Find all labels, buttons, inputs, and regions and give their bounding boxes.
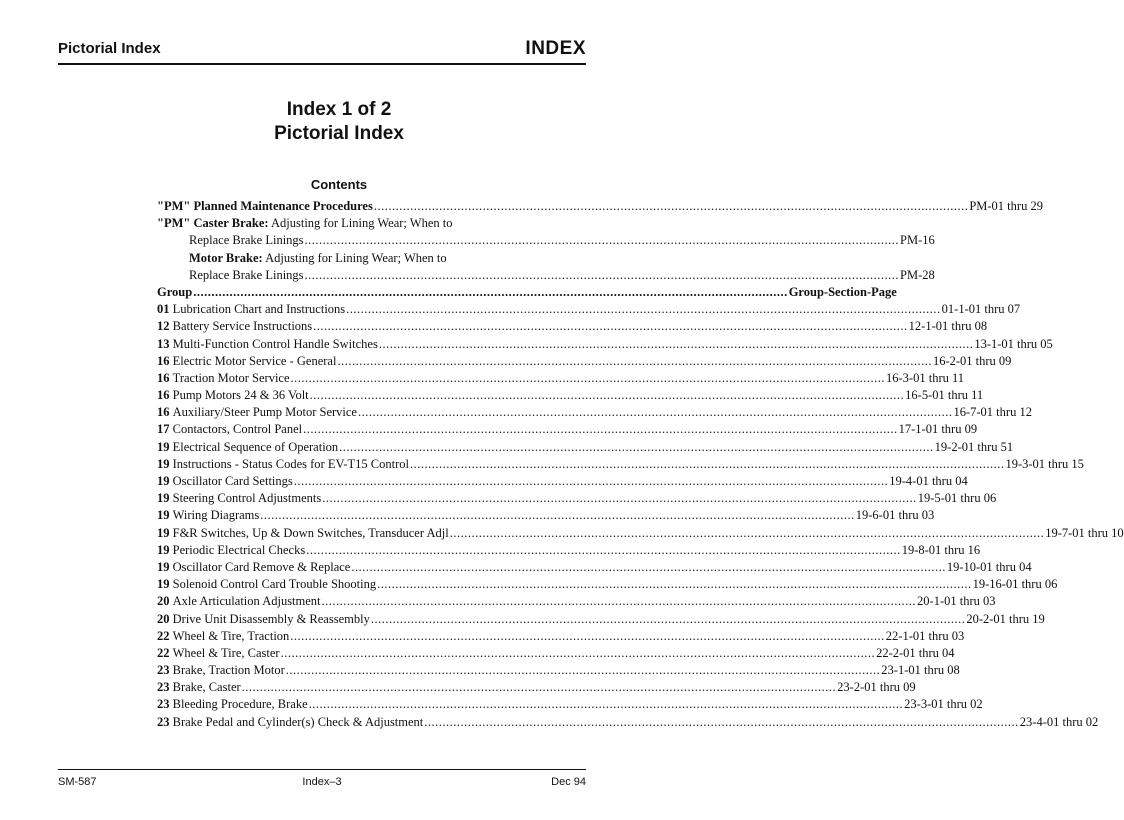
- leader-dots: [303, 421, 898, 438]
- entry-page-range: 16-7-01 thru 12: [953, 405, 1032, 420]
- leader-dots: [291, 370, 886, 387]
- entry-title: Traction Motor Service: [172, 370, 290, 385]
- toc-entry-row[interactable]: [157, 473, 968, 490]
- leader-dots: [193, 284, 788, 301]
- leader-dots: [371, 611, 966, 628]
- toc-entry-row[interactable]: [157, 542, 981, 559]
- toc-entry-row[interactable]: [157, 353, 1012, 370]
- toc-page: PM-16: [900, 233, 935, 248]
- group-number: 19: [157, 491, 170, 506]
- leader-dots: [281, 645, 876, 662]
- entry-title: Solenoid Control Card Trouble Shooting: [172, 577, 377, 592]
- entry-title: Contactors, Control Panel: [172, 422, 303, 437]
- entry-title: Brake Pedal and Cylinder(s) Check & Adjustment: [172, 714, 424, 729]
- group-header-label: Group: [157, 284, 193, 299]
- entry-page-range: 12-1-01 thru 08: [908, 319, 988, 334]
- leader-dots: [339, 439, 934, 456]
- leader-dots: [424, 714, 1019, 731]
- group-number: 12: [157, 319, 170, 334]
- toc-entry-row[interactable]: [157, 662, 960, 679]
- entry-title: Lubrication Chart and Instructions: [172, 302, 346, 317]
- toc-label: "PM" Planned Maintenance Procedures: [157, 199, 373, 213]
- page-header: [58, 38, 586, 64]
- group-number: 01: [157, 302, 170, 317]
- leader-dots: [305, 232, 900, 249]
- entry-page-range: 22-1-01 thru 03: [885, 628, 965, 643]
- group-number: 20: [157, 611, 170, 626]
- group-number: 23: [157, 714, 170, 729]
- leader-dots: [450, 525, 1045, 542]
- toc-entry-row[interactable]: [157, 628, 965, 645]
- entry-title: Periodic Electrical Checks: [172, 542, 306, 557]
- group-number: 16: [157, 370, 170, 385]
- index-tab-label: INDEX: [525, 38, 586, 59]
- group-number: 19: [157, 559, 170, 574]
- group-number: 16: [157, 353, 170, 368]
- leader-dots: [305, 267, 900, 284]
- page-number: Index–3: [302, 776, 342, 788]
- toc-group-header: [157, 284, 897, 301]
- toc-page: PM-01 thru 29: [969, 199, 1043, 213]
- title-line-1: Index 1 of 2: [286, 99, 392, 120]
- entry-title: Brake, Caster: [172, 680, 241, 695]
- leader-dots: [358, 404, 953, 421]
- contents-heading: Contents: [310, 177, 368, 192]
- toc-entry-row[interactable]: [157, 714, 1099, 731]
- entry-page-range: 19-3-01 thru 15: [1005, 456, 1084, 471]
- entry-title: Electrical Sequence of Operation: [172, 439, 339, 454]
- toc-entry-list: [157, 301, 1124, 731]
- entry-title: Battery Service Instructions: [172, 319, 313, 334]
- entry-page-range: 19-5-01 thru 06: [917, 491, 997, 506]
- entry-page-range: 20-2-01 thru 19: [966, 611, 1045, 626]
- leader-dots: [322, 490, 917, 507]
- toc-label-bold: "PM" Caster Brake:: [157, 216, 269, 231]
- toc-entry-row[interactable]: [157, 576, 1058, 593]
- entry-page-range: 19-7-01 thru 10: [1045, 525, 1124, 540]
- leader-dots: [286, 662, 881, 679]
- leader-dots: [310, 387, 905, 404]
- leader-dots: [306, 542, 901, 559]
- group-number: 16: [157, 388, 170, 403]
- entry-page-range: 17-1-01 thru 09: [898, 422, 978, 437]
- toc-label: Replace Brake Linings: [189, 267, 304, 282]
- leader-dots: [374, 198, 969, 215]
- leader-dots: [313, 318, 908, 335]
- toc-entry-row[interactable]: [157, 318, 988, 335]
- toc-entry-row[interactable]: [157, 301, 1021, 318]
- group-number: 19: [157, 542, 170, 557]
- toc-entry-row[interactable]: [157, 387, 984, 404]
- toc-entry-row[interactable]: [157, 439, 1014, 456]
- toc-entry-row[interactable]: [157, 370, 965, 387]
- manual-number: SM-587: [58, 776, 97, 788]
- group-number: 19: [157, 456, 170, 471]
- entry-page-range: 01-1-01 thru 07: [941, 302, 1021, 317]
- toc-entry-row[interactable]: [157, 456, 1084, 473]
- entry-page-range: 22-2-01 thru 04: [876, 645, 955, 660]
- leader-dots: [379, 336, 974, 353]
- entry-title: Drive Unit Disassembly & Reassembly: [172, 611, 370, 626]
- toc-label-text: Adjusting for Lining Wear; When to: [265, 250, 447, 265]
- group-number: 23: [157, 680, 170, 695]
- entry-page-range: 23-2-01 thru 09: [837, 680, 916, 695]
- group-number: 23: [157, 697, 170, 712]
- toc-label: [157, 215, 452, 232]
- toc-entry-row[interactable]: [157, 645, 955, 662]
- entry-title: Steering Control Adjustments: [172, 491, 322, 506]
- toc-entry-row[interactable]: [157, 490, 997, 507]
- entry-page-range: 16-2-01 thru 09: [932, 353, 1012, 368]
- toc-row-pm-caster[interactable]: [157, 215, 523, 232]
- footer-rule: [58, 769, 586, 770]
- toc-label-text: Adjusting for Lining Wear; When to: [270, 216, 453, 231]
- entry-page-range: 19-16-01 thru 06: [972, 577, 1058, 592]
- entry-page-range: 13-1-01 thru 05: [974, 336, 1053, 351]
- entry-page-range: 23-1-01 thru 08: [881, 663, 960, 678]
- entry-page-range: 23-4-01 thru 02: [1019, 714, 1099, 729]
- leader-dots: [260, 507, 855, 524]
- entry-title: Oscillator Card Remove & Replace: [172, 559, 351, 574]
- toc-row-pm-motor-cont[interactable]: [157, 267, 935, 284]
- toc-label: Replace Brake Linings: [189, 233, 304, 248]
- entry-title: Oscillator Card Settings: [172, 474, 293, 488]
- leader-dots: [377, 576, 972, 593]
- section-title: Pictorial Index: [58, 40, 161, 57]
- toc-row-pm-caster-cont[interactable]: [157, 232, 935, 249]
- entry-title: Wiring Diagrams: [172, 508, 260, 523]
- entry-page-range: 19-2-01 thru 51: [934, 439, 1014, 454]
- toc-entry-row[interactable]: [157, 507, 935, 524]
- entry-page-range: 23-3-01 thru 02: [904, 697, 983, 712]
- toc-row-pm-planned[interactable]: [157, 198, 1043, 215]
- group-number: 16: [157, 405, 170, 420]
- leader-dots: [346, 301, 941, 318]
- group-number: 19: [157, 525, 170, 540]
- title-line-2: Pictorial Index: [274, 123, 404, 144]
- group-number: 19: [157, 508, 170, 523]
- entry-page-range: 19-10-01 thru 04: [946, 559, 1032, 574]
- group-number: 22: [157, 645, 170, 660]
- page-footer: [58, 776, 586, 792]
- group-number: 22: [157, 628, 170, 643]
- entry-page-range: 19-4-01 thru 04: [889, 474, 968, 488]
- toc-entry-row[interactable]: [157, 696, 983, 713]
- entry-title: Brake, Traction Motor: [172, 663, 285, 678]
- leader-dots: [294, 473, 889, 490]
- group-number: 23: [157, 663, 170, 678]
- entry-title: Axle Articulation Adjustment: [172, 594, 321, 609]
- toc-entry-row[interactable]: [157, 404, 1032, 421]
- entry-title: Bleeding Procedure, Brake: [172, 697, 308, 712]
- header-rule: [58, 63, 586, 65]
- entry-title: F&R Switches, Up & Down Switches, Transducer Adjl: [172, 525, 449, 540]
- entry-page-range: 20-1-01 thru 03: [917, 594, 996, 609]
- group-header-page: Group-Section-Page: [788, 284, 897, 299]
- group-number: 19: [157, 474, 170, 488]
- entry-title: Pump Motors 24 & 36 Volt: [172, 388, 309, 403]
- revision-date: Dec 94: [551, 776, 586, 788]
- entry-title: Wheel & Tire, Traction: [172, 628, 290, 643]
- leader-dots: [290, 628, 885, 645]
- toc-page: PM-28: [900, 267, 935, 282]
- toc-label: [189, 250, 447, 267]
- entry-title: Electric Motor Service - General: [172, 353, 337, 368]
- leader-dots: [337, 353, 932, 370]
- leader-dots: [242, 679, 837, 696]
- toc-row-pm-motor[interactable]: [157, 250, 523, 267]
- toc-entry-row[interactable]: [157, 336, 1053, 353]
- toc-entry-row[interactable]: [157, 559, 1032, 576]
- page-title: [0, 98, 638, 146]
- entry-page-range: 16-5-01 thru 11: [905, 388, 984, 403]
- toc-entry-row[interactable]: [157, 525, 1124, 542]
- leader-dots: [351, 559, 946, 576]
- toc-entry-row[interactable]: [157, 593, 996, 610]
- entry-page-range: 19-8-01 thru 16: [901, 542, 981, 557]
- entry-page-range: 16-3-01 thru 11: [886, 370, 965, 385]
- leader-dots: [309, 696, 904, 713]
- entry-title: Auxiliary/Steer Pump Motor Service: [172, 405, 357, 420]
- entry-title: Multi-Function Control Handle Switches: [172, 336, 378, 351]
- entry-title: Wheel & Tire, Caster: [172, 645, 280, 660]
- entry-title: Instructions - Status Codes for EV-T15 Control: [172, 456, 409, 471]
- toc-entry-row[interactable]: [157, 679, 916, 696]
- toc-entry-row[interactable]: [157, 421, 978, 438]
- leader-dots: [322, 593, 917, 610]
- toc-entry-row[interactable]: [157, 611, 1045, 628]
- group-number: 17: [157, 422, 170, 437]
- group-number: 19: [157, 577, 170, 592]
- group-number: 19: [157, 439, 170, 454]
- table-of-contents: [157, 198, 1124, 731]
- group-number: 20: [157, 594, 170, 609]
- leader-dots: [410, 456, 1005, 473]
- entry-page-range: 19-6-01 thru 03: [855, 508, 935, 523]
- group-number: 13: [157, 336, 170, 351]
- toc-label-bold: Motor Brake:: [189, 250, 263, 265]
